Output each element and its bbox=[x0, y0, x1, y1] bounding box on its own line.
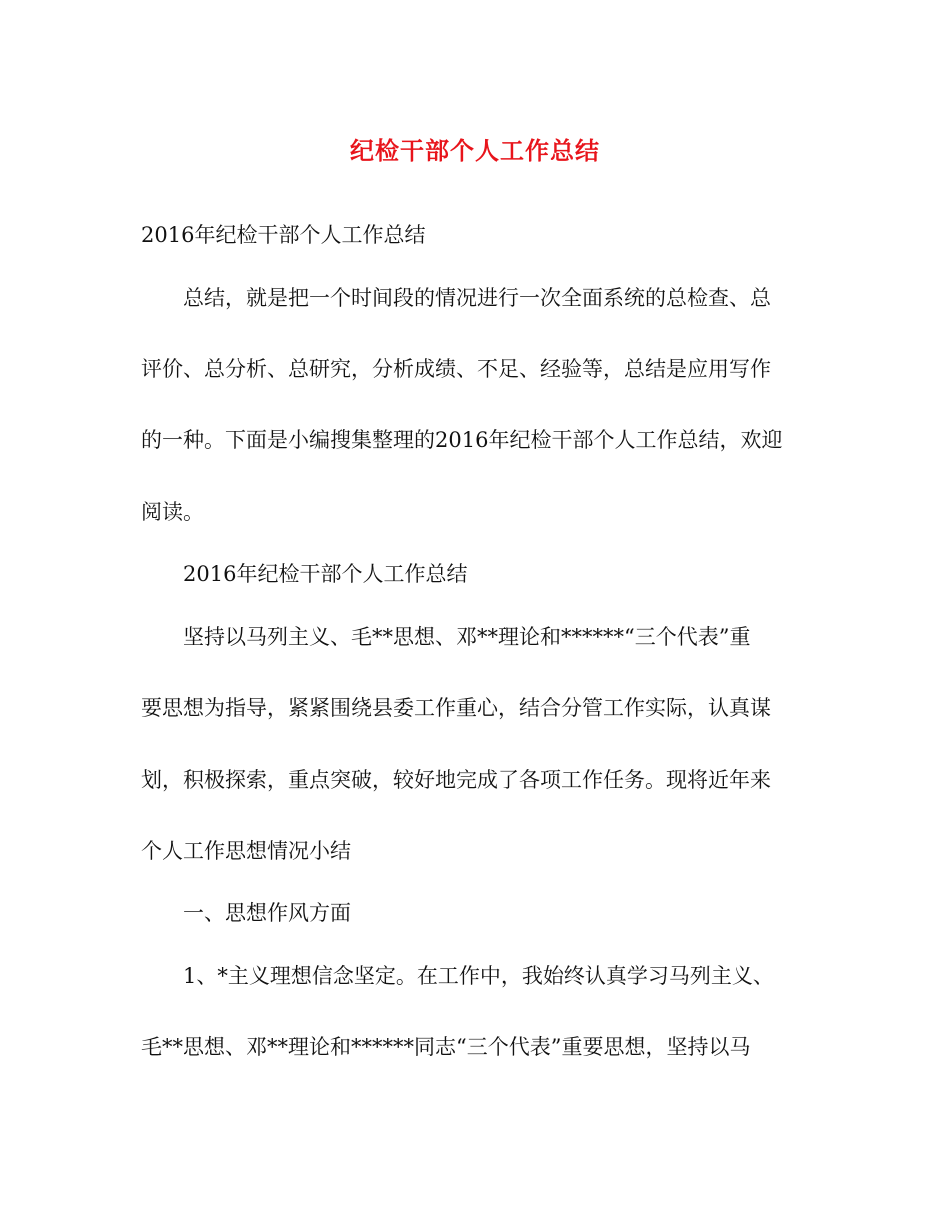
paragraph-line: 一、思想作风方面 bbox=[183, 901, 351, 925]
paragraph-line: 个人工作思想情况小结 bbox=[141, 839, 351, 863]
paragraph-line: 1、*主义理想信念坚定。在工作中，我始终认真学习马列主义、 bbox=[183, 964, 774, 988]
paragraph-line: 毛**思想、邓**理论和******同志“三个代表”重要思想，坚持以马 bbox=[141, 1035, 751, 1059]
paragraph-line: 的一种。下面是小编搜集整理的2016年纪检干部个人工作总结，欢迎 bbox=[141, 428, 783, 452]
paragraph-line: 2016年纪检干部个人工作总结 bbox=[141, 223, 426, 247]
paragraph-line: 总结，就是把一个时间段的情况进行一次全面系统的总检查、总 bbox=[183, 286, 771, 310]
paragraph-line: 划，积极探索，重点突破，较好地完成了各项工作任务。现将近年来 bbox=[141, 768, 771, 792]
paragraph-line: 要思想为指导，紧紧围绕县委工作重心，结合分管工作实际，认真谋 bbox=[141, 696, 771, 720]
paragraph-line: 评价、总分析、总研究，分析成绩、不足、经验等，总结是应用写作 bbox=[141, 357, 771, 381]
document-title: 纪检干部个人工作总结 bbox=[350, 136, 600, 165]
paragraph-line: 2016年纪检干部个人工作总结 bbox=[183, 562, 468, 586]
paragraph-line: 坚持以马列主义、毛**思想、邓**理论和******“三个代表”重 bbox=[183, 625, 751, 649]
paragraph-line: 阅读。 bbox=[141, 500, 204, 524]
